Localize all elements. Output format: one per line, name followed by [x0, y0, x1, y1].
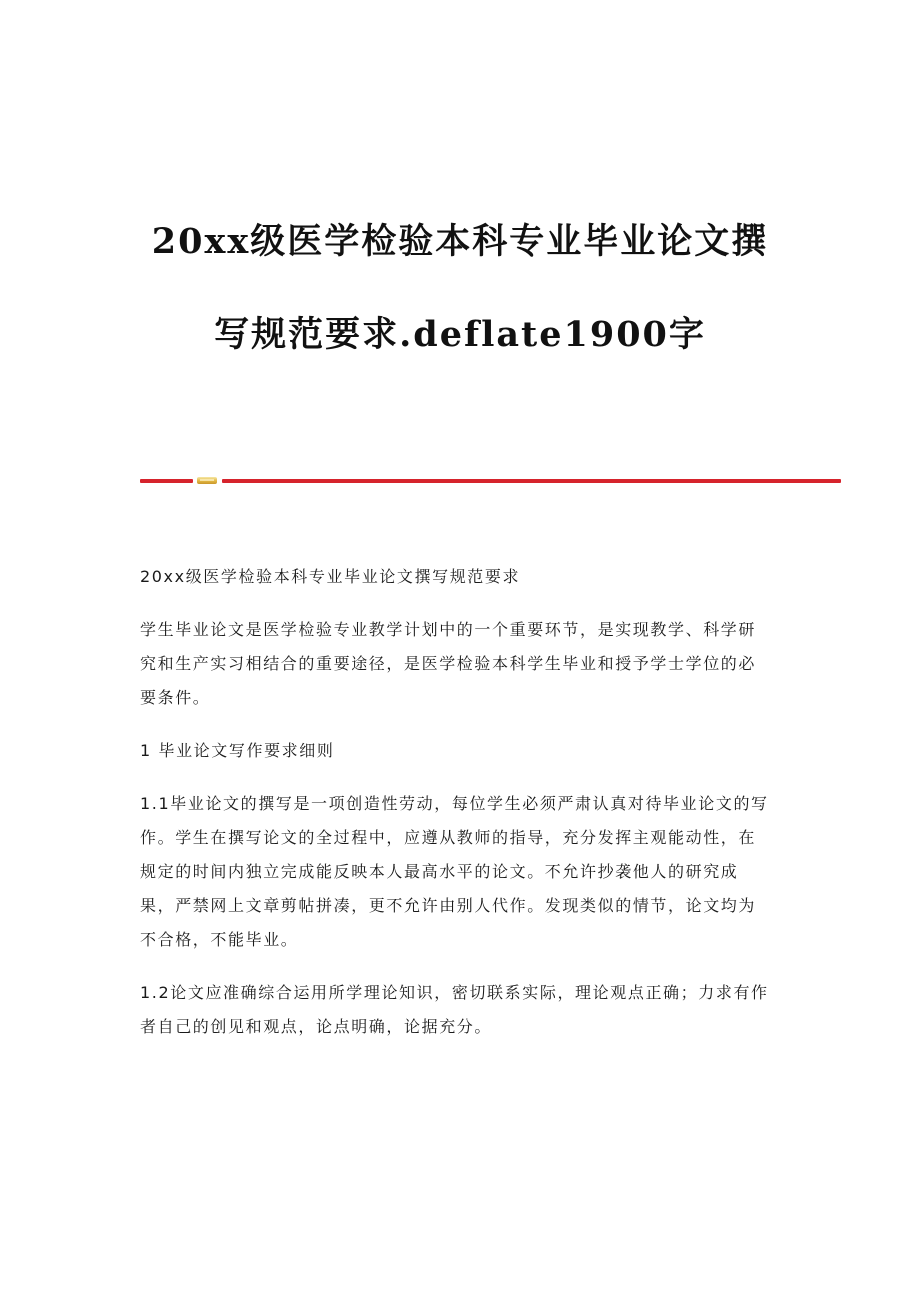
divider-ornament-icon — [197, 477, 217, 484]
body-heading: 20xx级医学检验本科专业毕业论文撰写规范要求 — [140, 567, 521, 586]
body-paragraph-intro: 学生毕业论文是医学检验专业教学计划中的一个重要环节，是实现教学、科学研究和生产实习相结合的重要途径，是医学检验本科学生毕业和授予学士学位的必要条件。 — [140, 620, 757, 707]
document-body — [140, 560, 770, 1063]
divider-bar-right — [222, 479, 841, 483]
document-title-line-2: 写规范要求.deflate1900字 — [214, 314, 706, 355]
document-title-line-1: 20xx级医学检验本科专业毕业论文撰 — [151, 221, 769, 262]
body-paragraph-1-2: 1.2论文应准确综合运用所学理论知识，密切联系实际，理论观点正确；力求有作者自己的创见和观点，论点明确，论据充分。 — [140, 983, 769, 1036]
section-heading-1: 1 毕业论文写作要求细则 — [140, 741, 335, 760]
divider-bar-left — [140, 479, 193, 483]
title-divider — [140, 476, 841, 484]
body-paragraph-1-1: 1.1毕业论文的撰写是一项创造性劳动，每位学生必须严肃认真对待毕业论文的写作。学生在撰写论文的全过程中，应遵从教师的指导，充分发挥主观能动性，在规定的时间内独立完成能反映本人最高水平的论文。不允许抄袭他人的研究成果，严禁网上文章剪帖拼凑，更不允许由别人代作。发现类似的情节，论文均为不合格，不能毕业。 — [140, 794, 769, 949]
